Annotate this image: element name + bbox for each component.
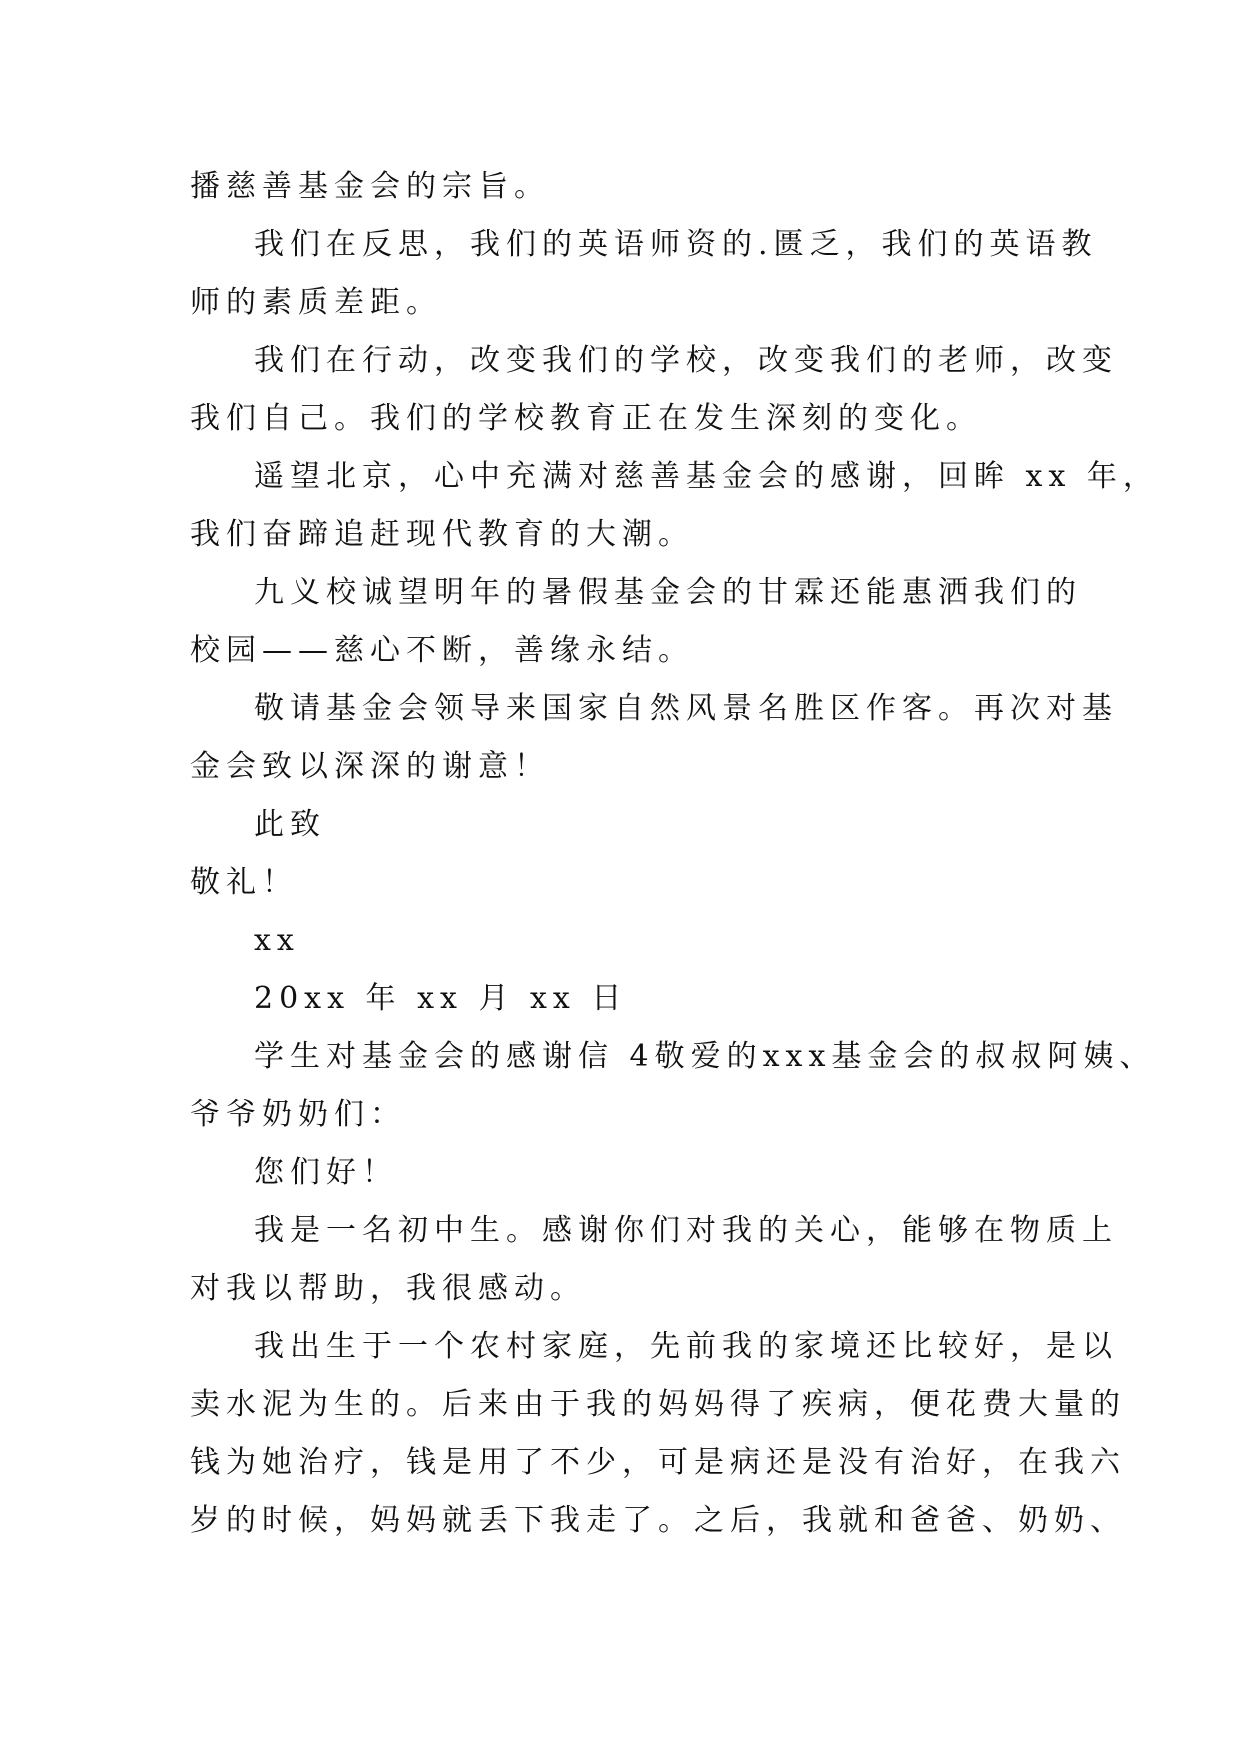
text-line: 金会致以深深的谢意！ <box>190 749 550 784</box>
text-line: 校园——慈心不断，善缘永结。 <box>190 633 694 668</box>
text-line: 敬请基金会领导来国家自然风景名胜区作客。再次对基 <box>254 691 1118 726</box>
text-line: 九义校诚望明年的暑假基金会的甘霖还能惠洒我们的 <box>254 575 1082 610</box>
text-line: 我们在反思，我们的英语师资的.匮乏，我们的英语教 <box>254 227 1098 262</box>
text-line: 爷爷奶奶们： <box>190 1097 406 1132</box>
text-line: 我是一名初中生。感谢你们对我的关心，能够在物质上 <box>254 1213 1118 1248</box>
text-line: 我们奋蹄追赶现代教育的大潮。 <box>190 517 694 552</box>
document-body <box>190 158 1159 1550</box>
closing-phrase: 此致 <box>254 807 326 842</box>
text-line: 学生对基金会的感谢信 4敬爱的xxx基金会的叔叔阿姨、 <box>254 1039 1156 1074</box>
greeting: 您们好！ <box>254 1155 398 1190</box>
text-line: 播慈善基金会的宗旨。 <box>190 169 550 204</box>
text-line: 遥望北京，心中充满对慈善基金会的感谢，回眸 xx 年， <box>254 459 1159 494</box>
text-line: 我们自己。我们的学校教育正在发生深刻的变化。 <box>190 401 982 436</box>
text-line: 卖水泥为生的。后来由于我的妈妈得了疾病，便花费大量的 <box>190 1387 1126 1422</box>
text-line: 我们在行动，改变我们的学校，改变我们的老师，改变 <box>254 343 1118 378</box>
signature: xx <box>254 923 300 958</box>
salutation: 敬礼！ <box>190 865 298 900</box>
text-line: 我出生于一个农村家庭，先前我的家境还比较好，是以 <box>254 1329 1118 1364</box>
date-line: 20xx 年 xx 月 xx 日 <box>254 981 628 1016</box>
text-line: 对我以帮助，我很感动。 <box>190 1271 586 1306</box>
text-line: 钱为她治疗，钱是用了不少，可是病还是没有治好，在我六 <box>190 1445 1126 1480</box>
text-line: 师的素质差距。 <box>190 285 442 320</box>
text-line: 岁的时候，妈妈就丢下我走了。之后，我就和爸爸、奶奶、 <box>190 1503 1126 1538</box>
